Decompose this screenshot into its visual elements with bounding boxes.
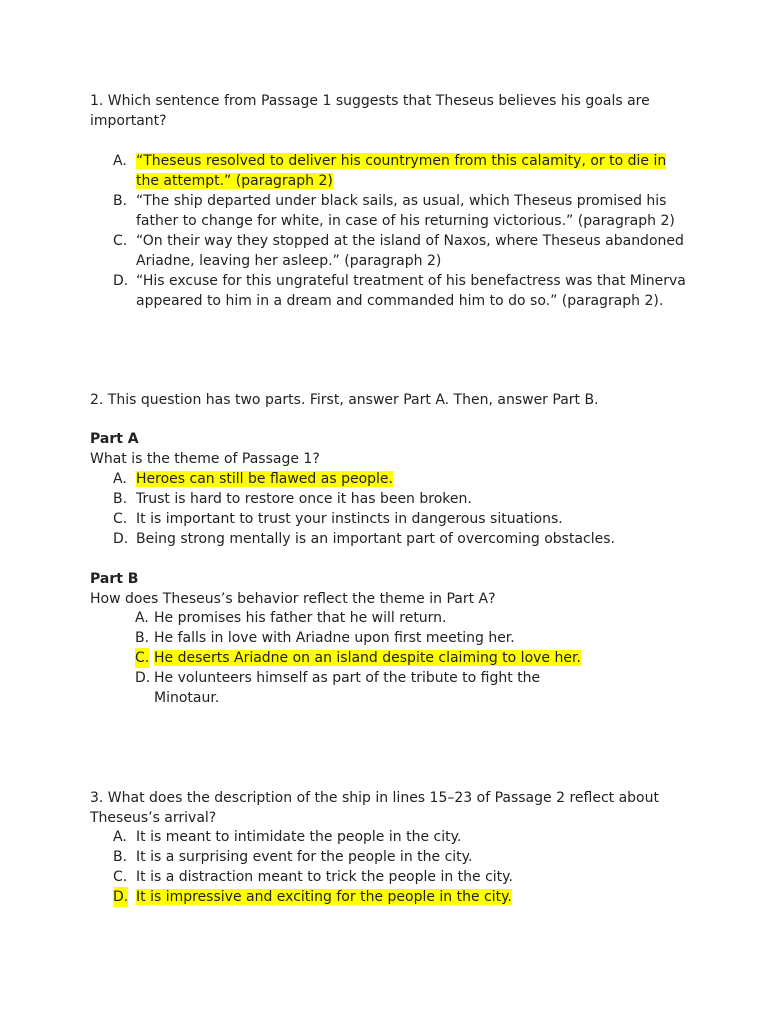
part-b-heading: Part B: [90, 571, 139, 587]
part-a-option-a: [113, 469, 693, 489]
part-a-prompt: What is the theme of Passage 1?: [90, 451, 320, 467]
option-text-highlighted: “Theseus resolved to deliver his countrymen from this calamity, or to die in the attempt.” (paragraph 2): [136, 153, 667, 189]
option-letter: A.: [113, 471, 127, 487]
part-b-prompt: How does Theseus’s behavior reflect the theme in Part A?: [90, 591, 496, 607]
option-letter: C.: [113, 511, 128, 527]
option-letter: D.: [113, 889, 129, 905]
question-2-stem: 2. This question has two parts. First, answer Part A. Then, answer Part B.: [90, 392, 599, 408]
option-text: “The ship departed under black sails, as usual, which Theseus promised his father to change for white, in case of his returning victorious.” (paragraph 2): [136, 193, 675, 229]
question-3-option-a: [113, 827, 693, 847]
question-3-option-b: [113, 847, 693, 867]
option-letter: B.: [113, 849, 128, 865]
option-letter: A.: [113, 153, 127, 169]
question-1-option-c: [113, 231, 693, 271]
option-text: Being strong mentally is an important part of overcoming obstacles.: [136, 531, 615, 547]
question-3-stem: 3. What does the description of the ship in lines 15–23 of Passage 2 reflect about Theseus’s arrival?: [90, 790, 659, 826]
option-text: He promises his father that he will return.: [154, 610, 447, 626]
option-text: He volunteers himself as part of the tribute to fight the Minotaur.: [154, 670, 541, 706]
option-letter: D.: [135, 670, 151, 686]
option-text: It is important to trust your instincts in dangerous situations.: [136, 511, 563, 527]
option-text-highlighted: He deserts Ariadne on an island despite claiming to love her.: [154, 650, 581, 666]
question-1-option-a: [113, 151, 693, 191]
option-text: He falls in love with Ariadne upon first meeting her.: [154, 630, 515, 646]
option-text: “On their way they stopped at the island of Naxos, where Theseus abandoned Ariadne, leaving her asleep.” (paragraph 2): [136, 233, 684, 269]
option-text: It is a distraction meant to trick the people in the city.: [136, 869, 513, 885]
part-a-heading: Part A: [90, 431, 139, 447]
option-letter: D.: [113, 273, 129, 289]
question-1-option-d: [113, 271, 693, 311]
option-letter: B.: [113, 193, 128, 209]
part-b-option-a: [135, 608, 595, 628]
part-b-options: [135, 608, 595, 708]
option-letter: D.: [113, 531, 129, 547]
option-letter: B.: [113, 491, 128, 507]
option-letter: A.: [113, 829, 127, 845]
option-letter: C.: [113, 869, 128, 885]
option-text: Trust is hard to restore once it has been broken.: [136, 491, 472, 507]
question-3-option-c: [113, 867, 693, 887]
part-b-option-b: [135, 628, 595, 648]
part-a-options: [113, 469, 693, 549]
part-a-option-d: [113, 529, 693, 549]
option-letter: B.: [135, 630, 150, 646]
question-1-stem: 1. Which sentence from Passage 1 suggests that Theseus believes his goals are important?: [90, 93, 650, 129]
question-1-option-b: [113, 191, 693, 231]
option-letter: A.: [135, 610, 149, 626]
option-text-highlighted: Heroes can still be flawed as people.: [136, 471, 393, 487]
option-letter: C.: [113, 233, 128, 249]
part-a-option-b: [113, 489, 693, 509]
option-text: It is meant to intimidate the people in the city.: [136, 829, 462, 845]
part-b-option-c: [135, 648, 595, 668]
option-text: It is a surprising event for the people in the city.: [136, 849, 473, 865]
question-3-option-d: [113, 887, 693, 907]
question-1-options: [113, 151, 693, 311]
option-text: “His excuse for this ungrateful treatment of his benefactress was that Minerva appeared to him in a dream and commanded him to do so.” (paragraph 2).: [136, 273, 686, 309]
option-text-highlighted: It is impressive and exciting for the people in the city.: [136, 889, 512, 905]
part-a-option-c: [113, 509, 693, 529]
question-3-options: [113, 827, 693, 907]
option-letter: C.: [135, 650, 150, 666]
part-b-option-d: [135, 668, 595, 708]
